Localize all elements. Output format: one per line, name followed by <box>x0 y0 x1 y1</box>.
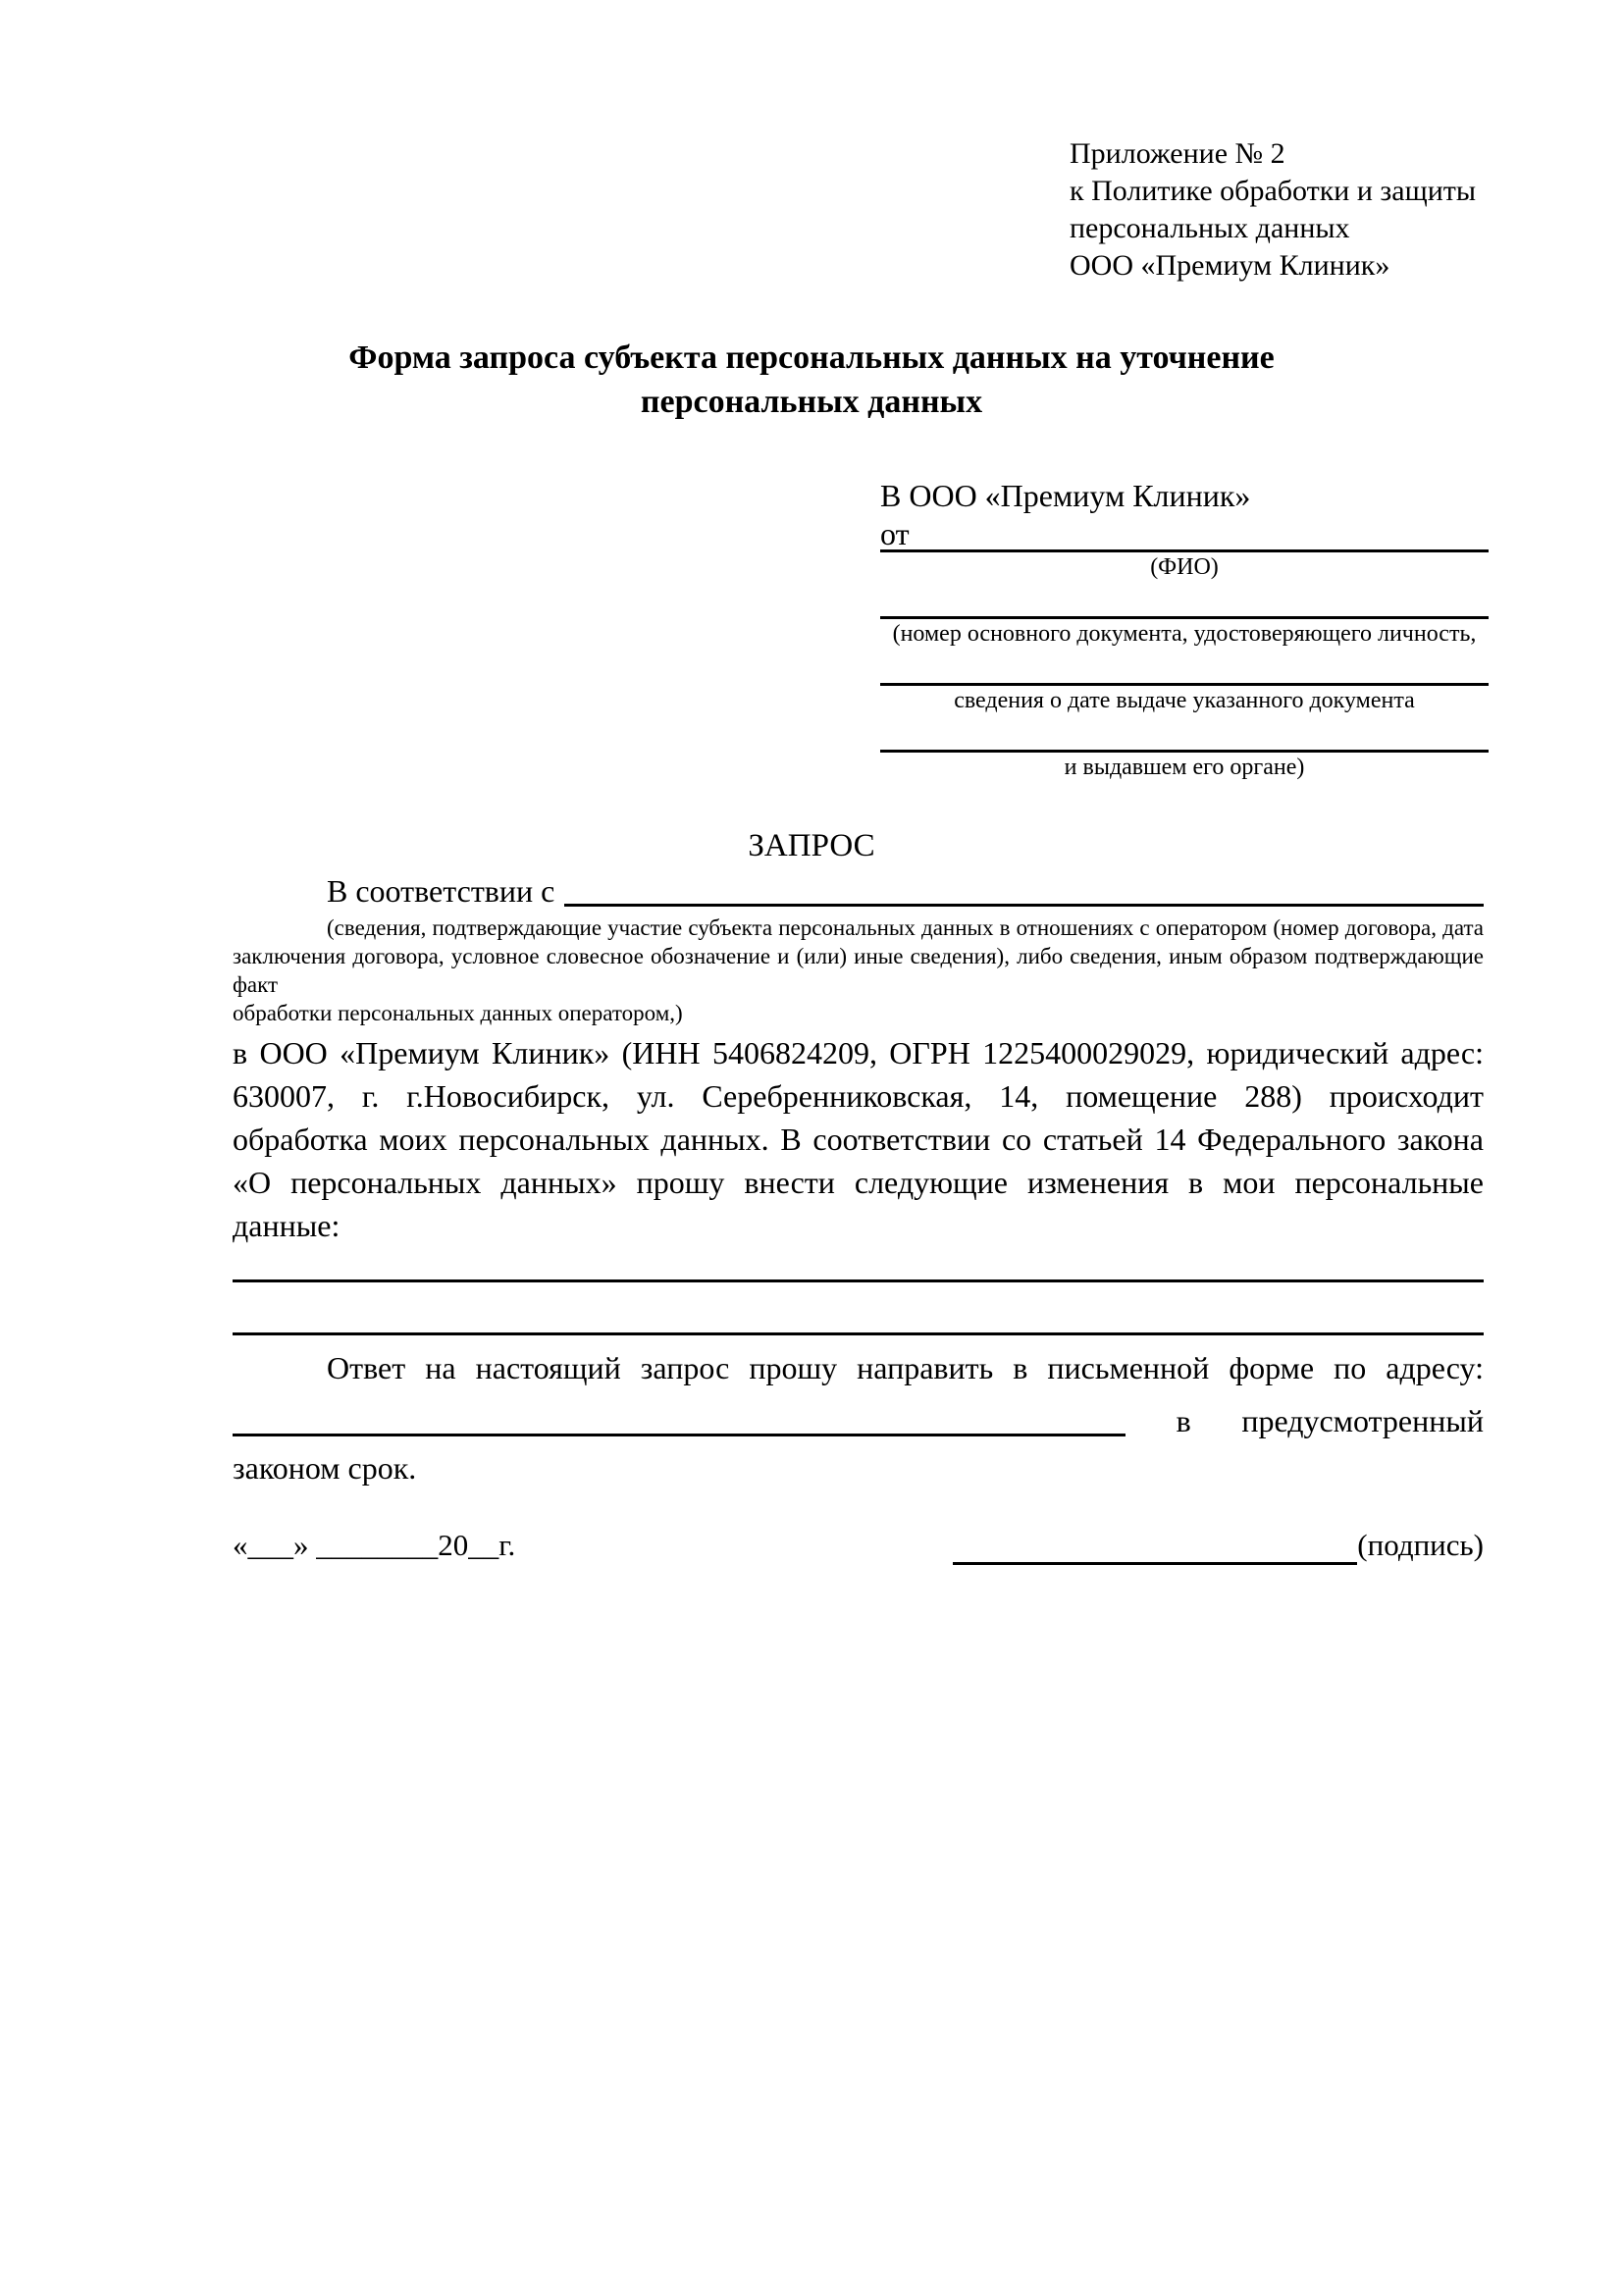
response-word: предусмотренный <box>1241 1403 1484 1438</box>
doc-issuer-caption: и выдавшем его органе) <box>1064 755 1305 780</box>
response-paragraph <box>233 1343 1484 1492</box>
accordance-row <box>233 870 1484 912</box>
response-address-row <box>233 1392 1484 1443</box>
addressee-to: В ООО «Премиум Клиник» <box>880 478 1251 513</box>
address-blank-line[interactable] <box>233 1434 1126 1436</box>
signature-caption: (подпись) <box>1357 1528 1484 1562</box>
changes-blank-line[interactable] <box>233 1247 1484 1282</box>
body-paragraph <box>233 1031 1484 1247</box>
body-line: в ООО «Премиум Клиник» (ИНН 5406824209, ОГРН 1225400029029, юридический адрес: <box>233 1035 1484 1070</box>
changes-blank-lines <box>233 1247 1484 1335</box>
accordance-blank-line[interactable] <box>564 870 1484 907</box>
body-line: обработка моих персональных данных. В соответствии со статьей 14 Федерального закона <box>233 1122 1484 1157</box>
note-line: (сведения, подтверждающие участие субъекта персональных данных в отношениях с оператором (номер договора, дата <box>327 915 1484 940</box>
body-line: «О персональных данных» прошу внести следующие изменения в мои персональные <box>233 1165 1484 1200</box>
doc-issuer-blank-line[interactable] <box>880 719 1489 753</box>
accordance-note <box>233 913 1484 1027</box>
appendix-line: персональных данных <box>1070 212 1350 244</box>
date-blank-field[interactable]: «___» ________20__г. <box>233 1528 516 1562</box>
signature-group <box>953 1526 1484 1565</box>
appendix-line: Приложение № 2 <box>1070 137 1285 170</box>
note-line: обработки персональных данных оператором,) <box>233 1001 683 1025</box>
doc-date-caption: сведения о дате выдаче указанного документа <box>954 688 1415 713</box>
doc-number-caption: (номер основного документа, удостоверяющего личность, <box>892 621 1477 647</box>
response-line: Ответ на настоящий запрос прошу направить в письменной форме по адресу: <box>327 1350 1484 1385</box>
signature-blank-line[interactable] <box>953 1530 1357 1565</box>
response-word: в <box>1176 1403 1191 1438</box>
document-title: Форма запроса субъекта персональных данных на уточнение персональных данных <box>348 339 1275 420</box>
fio-caption: (ФИО) <box>1150 554 1219 580</box>
addressee-block <box>880 475 1489 782</box>
note-line: заключения договора, условное словесное обозначение и (или) иные сведения), либо сведения, иным образом подтверждающие факт <box>233 944 1484 997</box>
appendix-block <box>1070 135 1531 285</box>
request-heading: ЗАПРОС <box>748 828 875 863</box>
addressee-from-label: от <box>880 516 1489 552</box>
body-line: данные: <box>233 1208 340 1243</box>
appendix-line: ООО «Премиум Клиник» <box>1070 249 1390 282</box>
appendix-line: к Политике обработки и защиты <box>1070 175 1477 207</box>
response-line: законом срок. <box>233 1450 417 1486</box>
doc-number-blank-line[interactable] <box>880 586 1489 619</box>
doc-date-blank-line[interactable] <box>880 652 1489 686</box>
body-line: 630007, г. г.Новосибирск, ул. Серебренниковская, 14, помещение 288) происходит <box>233 1078 1484 1114</box>
changes-blank-line[interactable] <box>233 1282 1484 1335</box>
date-signature-row <box>233 1526 1484 1565</box>
accordance-prefix: В соответствии с <box>327 873 555 909</box>
